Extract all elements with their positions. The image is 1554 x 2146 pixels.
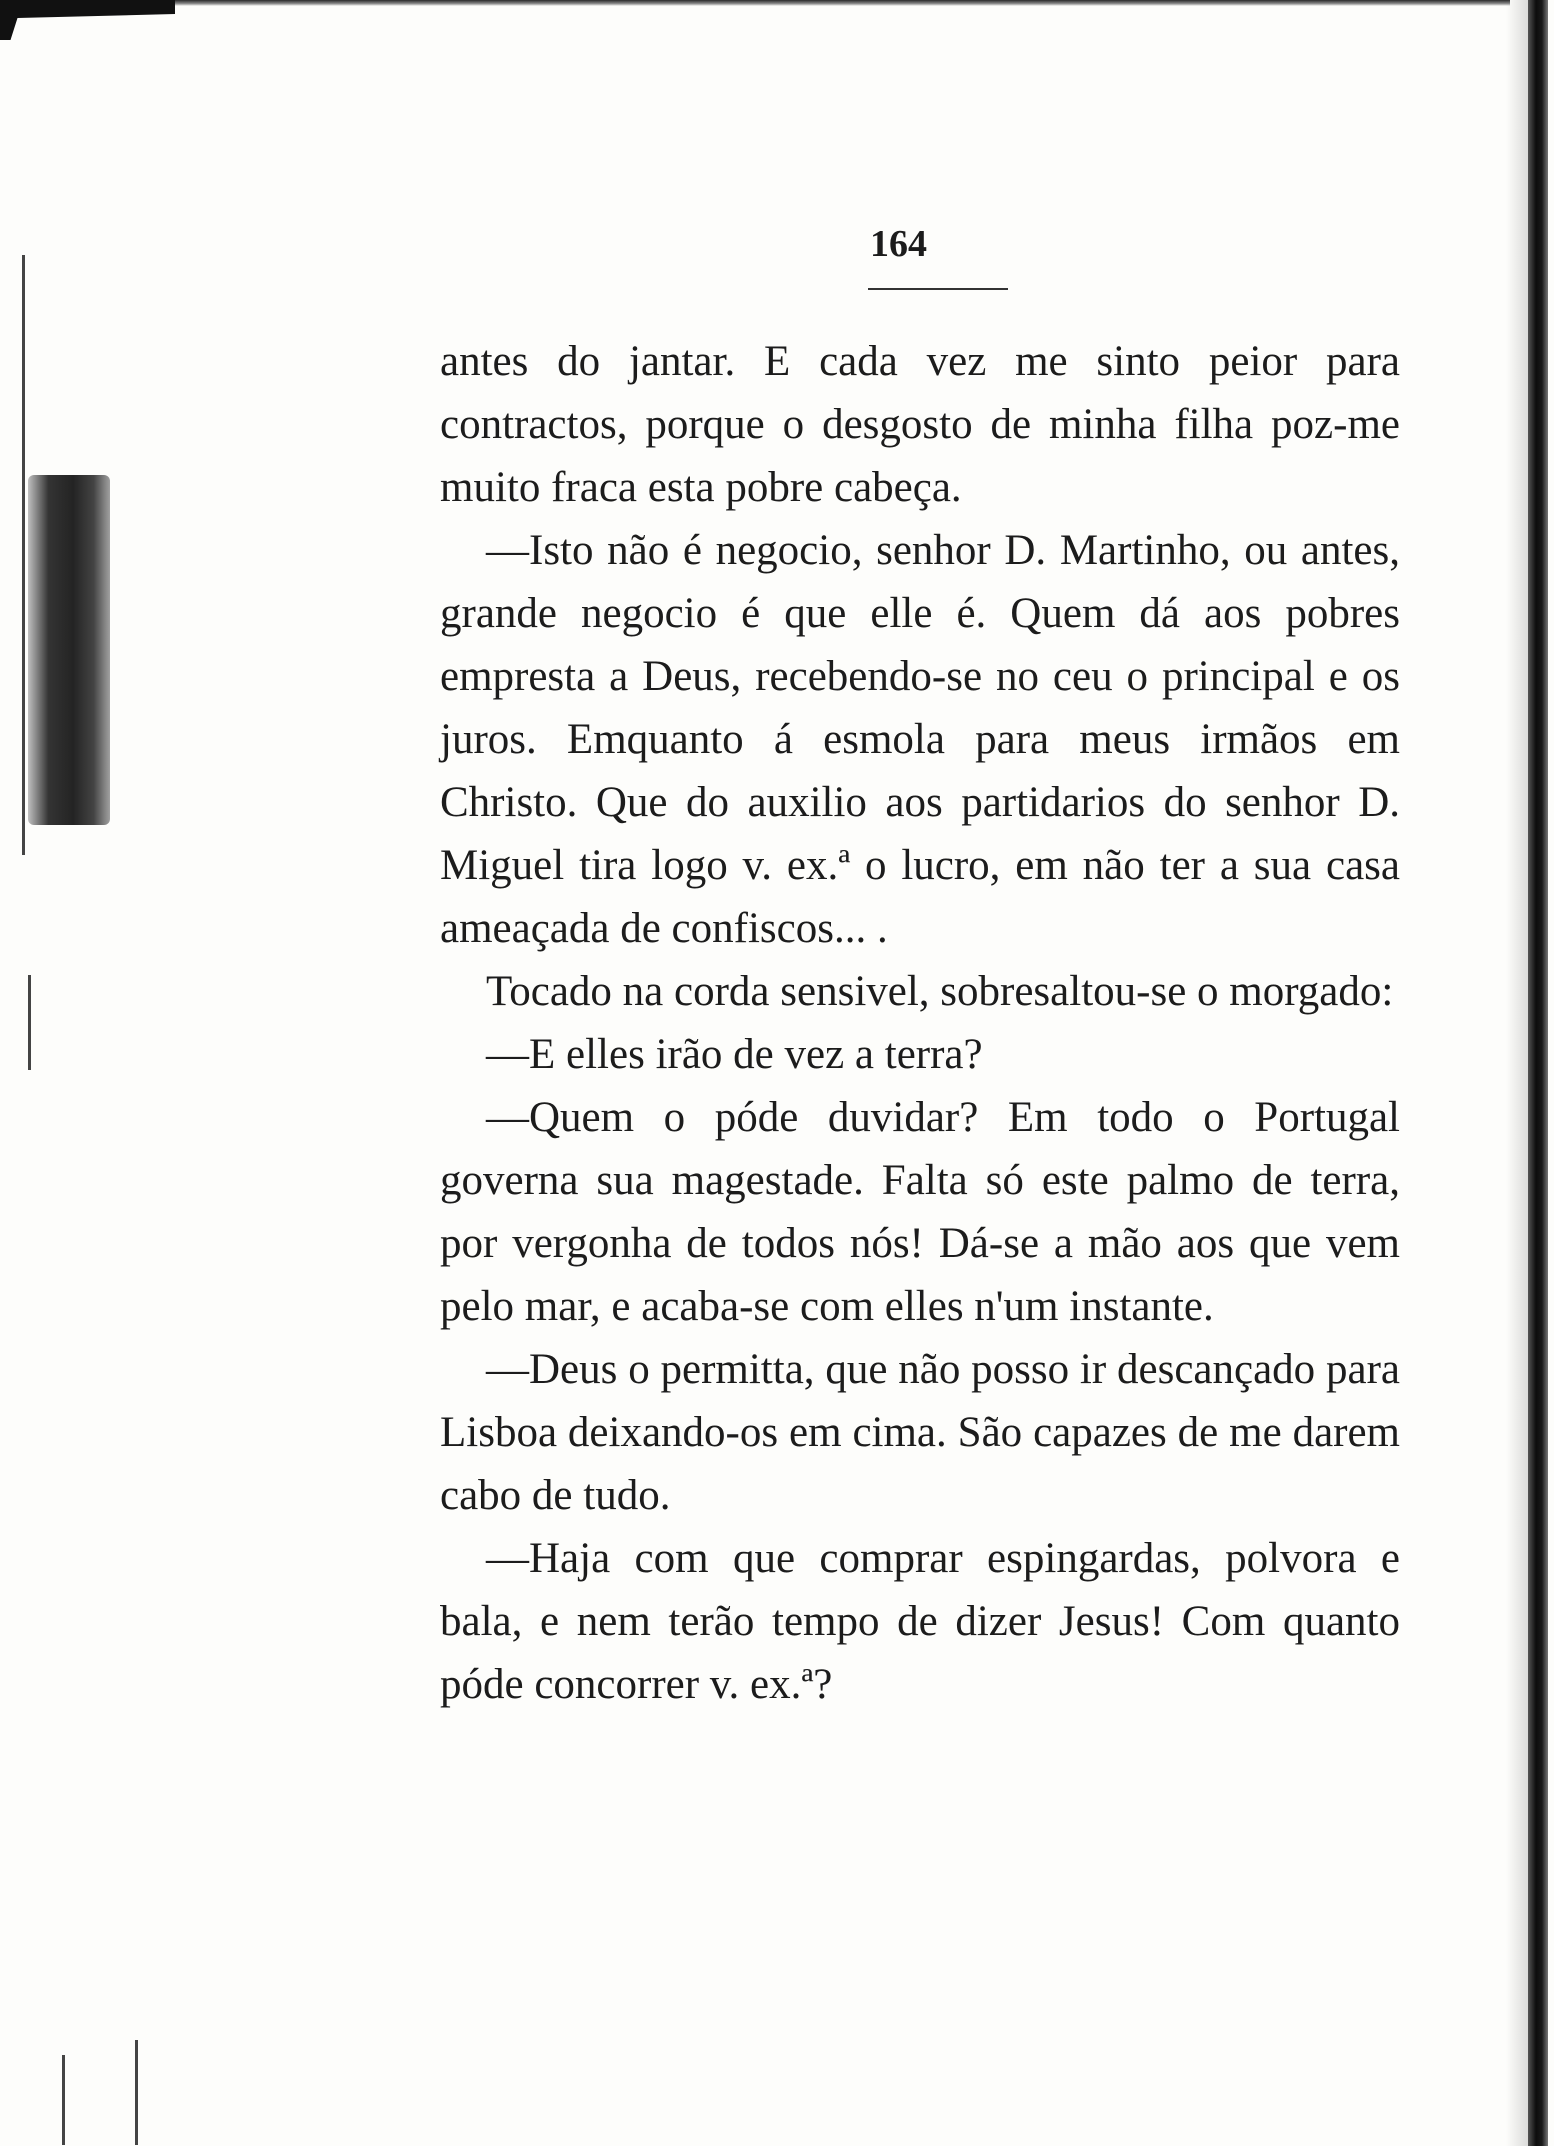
page-number: 164 xyxy=(870,223,927,265)
margin-mark xyxy=(135,2040,138,2145)
paragraph: —E elles irão de vez a terra? xyxy=(486,1031,983,1078)
paragraph: Tocado na corda sensivel, sobresaltou-se o morgado: xyxy=(486,968,1394,1015)
margin-mark xyxy=(28,975,31,1070)
margin-mark xyxy=(62,2055,65,2145)
paragraph: —Quem o póde duvidar? Em todo o Portugal governa sua magestade. Falta só este palmo de terra, por vergonha de todos nós! Dá-se a mão aos que vem pelo mar, e acaba-se com elles n'um instante. xyxy=(440,1094,1400,1330)
paragraph: —Haja com que comprar espingardas, polvora e bala, e nem terão tempo de dizer Jesus! Com quanto póde concorrer v. ex.ª? xyxy=(440,1535,1400,1708)
scan-top-edge xyxy=(0,0,1510,6)
body-text xyxy=(440,330,1400,1716)
paragraph: —Isto não é negocio, senhor D. Martinho, ou antes, grande negocio é que elle é. Quem dá aos pobres empresta a Deus, recebendo-se no ceu o principal e os juros. Emquanto á esmola para meus irmãos em Christo. Que do auxilio aos partidarios do senhor D. Miguel tira logo v. ex.ª o lucro, em não ter a sua casa ameaçada de confiscos... . xyxy=(440,527,1400,952)
binding-shadow xyxy=(28,475,110,825)
margin-mark xyxy=(22,255,25,855)
scan-corner-shadow xyxy=(0,0,175,40)
scan-right-edge xyxy=(1528,0,1548,2146)
scan-right-shadow xyxy=(1506,0,1528,2146)
paragraph: antes do jantar. E cada vez me sinto peior para contractos, porque o desgosto de minha filha poz-me muito fraca esta pobre cabeça. xyxy=(440,338,1400,511)
paragraph: —Deus o permitta, que não posso ir descançado para Lisboa deixando-os em cima. São capazes de me darem cabo de tudo. xyxy=(440,1346,1400,1519)
page-number-rule xyxy=(868,288,1008,290)
